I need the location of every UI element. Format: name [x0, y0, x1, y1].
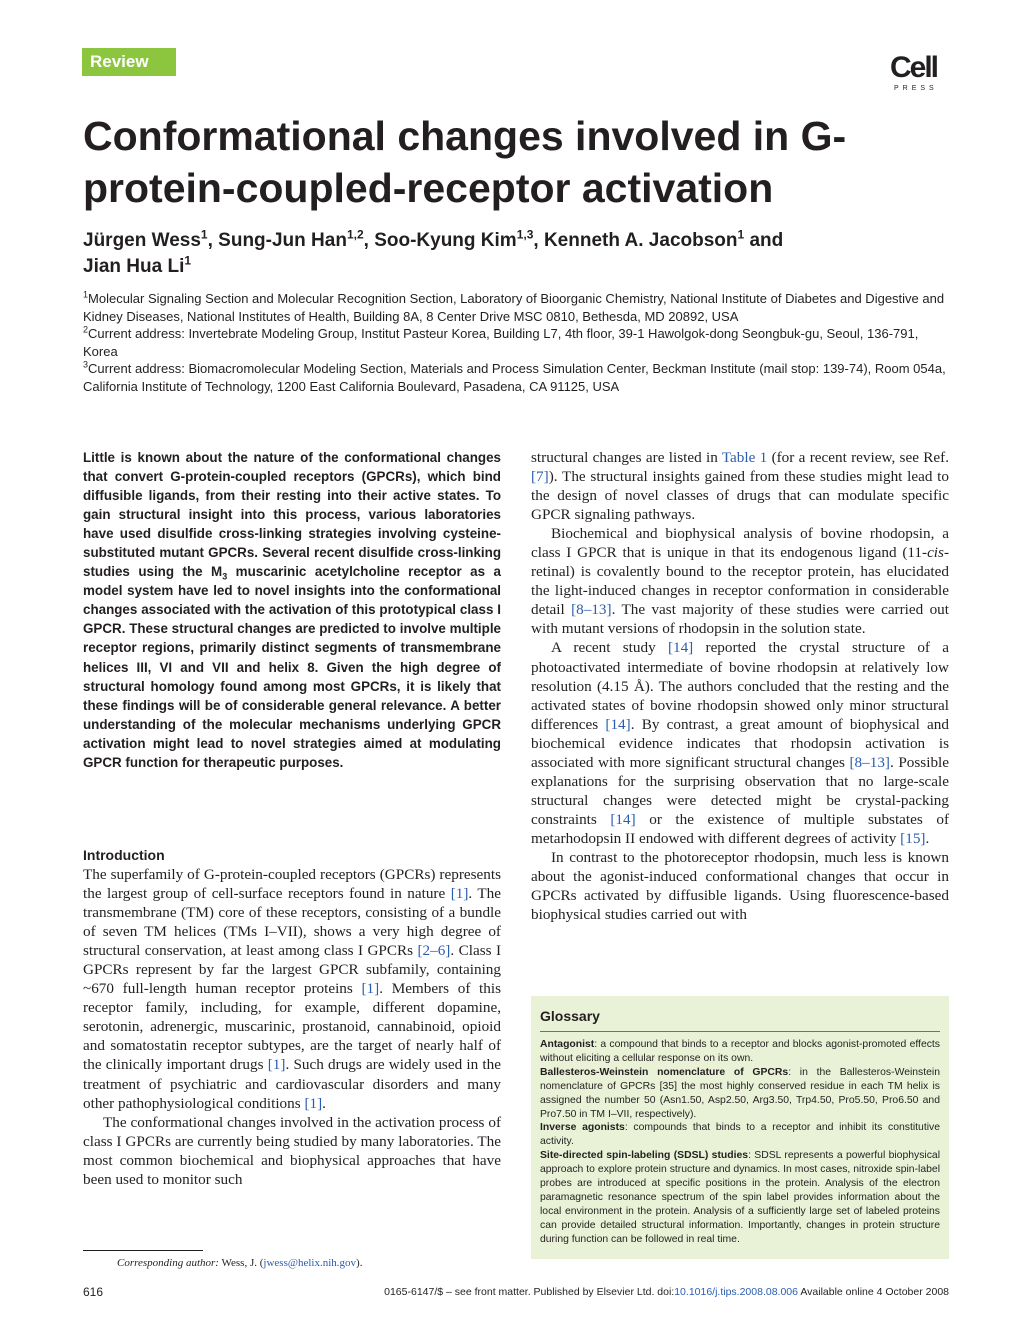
author-affil-sup: 1: [200, 227, 208, 242]
footer-publication-info: [384, 1284, 949, 1300]
glossary-term: Ballesteros-Weinstein nomenclature of GPCRs: [540, 1066, 789, 1078]
text-run: A recent study: [551, 639, 668, 657]
issn-text: 0165-6147/$ – see front matter. Published by Elsevier Ltd. doi:: [384, 1286, 675, 1298]
author-affil-sup: 1: [737, 227, 745, 242]
glossary-definition: : in the Ballesteros-Weinstein nomenclature of GPCRs [35] the most highly conserved residue in each TM helix is assigned the number 50 (Asn1.50, Asp2.50, Arg3.50, Trp4.50, Pro5.50, Pro6.50 and Pro7.50 in TM I–VII, respectively).: [540, 1066, 941, 1120]
right-column-body: [531, 448, 949, 924]
text-run: In contrast to the photoreceptor rhodopsin, much less is known about the agonist-induced conformational changes that occur in GPCRs activated by diffusible ligands. Using fluorescence-based biophysical studies carried out with: [531, 848, 949, 924]
logo-main-text: Cell: [890, 51, 938, 84]
abstract-part-2: muscarinic acetylcholine receptor as a model system have led to novel insights into the conformational changes associated with the activation of this prototypical class I GPCR. These structural changes are predicted to involve multiple receptor regions, primarily distinct segments of transmembrane helices III, VI and VII and helix 8. Given the high degree of structural homology found among most GPCRs, it is likely that these findings will be of considerable general relevance. A better understanding of the molecular mechanisms underlying GPCR activation might lead to novel strategies aimed at modulating GPCR function for therapeutic purposes.: [83, 564, 501, 770]
glossary-item: [540, 1038, 940, 1066]
citation-link[interactable]: [14]: [610, 810, 636, 828]
introduction-heading: Introduction: [83, 847, 165, 863]
glossary-term: Antagonist: [540, 1039, 595, 1050]
author-sep: and: [744, 230, 784, 251]
glossary-title: Glossary: [540, 1008, 600, 1024]
text-run: (for a recent review, see Ref.: [767, 449, 949, 466]
paragraph: [83, 1113, 501, 1189]
text-run: . Such drugs are widely used in the treatment of psychiatric and cardiovascular disorders and many other pathophysiological conditions: [83, 1056, 501, 1112]
citation-link[interactable]: [14]: [667, 639, 694, 657]
glossary-term: Site-directed spin-labeling (SDSL) studies: [540, 1150, 749, 1162]
author-sep: ,: [533, 230, 544, 251]
page-number: 616: [83, 1285, 104, 1299]
text-run: Biochemical and biophysical analysis of bovine rhodopsin, a class I GPCR that is unique in that its endogenous ligand (11-: [531, 525, 949, 562]
author-name: Jürgen Wess: [83, 230, 201, 251]
logo-sub-text: PRESS: [894, 85, 938, 92]
corresponding-end: ).: [356, 1257, 363, 1269]
glossary-item: [540, 1149, 940, 1246]
text-run: .: [322, 1094, 326, 1112]
footnote-divider: [83, 1250, 203, 1251]
paragraph: [531, 638, 949, 848]
glossary-definition: : a compound that binds to a receptor and blocks agonist-promoted effects without eliciting a cellular response on its own.: [540, 1039, 940, 1064]
author-name: Jian Hua Li: [83, 256, 185, 277]
section-tag: Review: [82, 48, 176, 76]
paragraph: [83, 865, 501, 1113]
glossary-divider: [540, 1031, 940, 1032]
corresponding-label: Corresponding author:: [117, 1257, 219, 1269]
glossary-item: [540, 1121, 940, 1149]
text-run: structural changes are listed in: [531, 449, 722, 466]
author-name: Sung-Jun Han: [218, 230, 347, 251]
text-run: or the existence of multiple substates of metarhodopsin II endowed with different degrees of activity: [531, 810, 949, 847]
author-name: Soo-Kyung Kim: [374, 230, 517, 251]
citation-link[interactable]: [1]: [304, 1094, 323, 1112]
affiliation: [83, 290, 951, 325]
citation-link[interactable]: [1]: [361, 980, 380, 998]
doi-link[interactable]: 10.1016/j.tips.2008.08.006: [674, 1286, 798, 1298]
citation-link[interactable]: [8–13]: [849, 753, 890, 771]
cell-press-logo: [890, 52, 952, 96]
citation-link[interactable]: Table 1: [721, 449, 768, 466]
paragraph: [531, 448, 949, 524]
paragraph: [531, 848, 949, 924]
corresponding-name: Wess, J. (: [218, 1257, 264, 1269]
paragraph: [531, 524, 949, 638]
author-name: Kenneth A. Jacobson: [543, 230, 738, 251]
abstract: [83, 448, 501, 772]
text-run: .: [925, 829, 930, 847]
text-run: The conformational changes involved in the activation process of class I GPCRs are currently being studied by many laboratories. The most common biochemical and biophysical approaches that have been used to monitor such: [83, 1113, 501, 1188]
citation-link[interactable]: [15]: [900, 829, 926, 847]
glossary-box: [531, 996, 949, 1259]
citation-link[interactable]: [1]: [267, 1056, 286, 1074]
text-run: -retinal) is covalently bound to the receptor protein, has elucidated the light-induced changes in receptor conformation in considerable detail: [531, 544, 949, 619]
citation-link[interactable]: [2–6]: [417, 942, 451, 960]
introduction-body: [83, 865, 501, 1189]
citation-link[interactable]: [8–13]: [571, 601, 612, 619]
abstract-subscript: 3: [222, 571, 228, 582]
text-run: . The transmembrane (TM) core of these receptors, consisting of a bundle of seven TM helices (TMs I–VII), shows a very high degree of structural conservation, at least among class I GPCRs: [83, 885, 502, 960]
affiliation-text: Current address: Invertebrate Modeling Group, Institut Pasteur Korea, Building L7, 4th floor, 39-1 Hawolgok-dong Seongbuk-gu, Seoul, 136-791, Korea: [83, 326, 919, 359]
text-run: reported the crystal structure of a photoactivated intermediate of bovine rhodopsin at relatively low resolution (4.15 Å). The authors concluded that the resting and the activated states of bovine rhodopsin showed only minor structural differences: [531, 639, 949, 733]
citation-link[interactable]: [1]: [450, 885, 469, 903]
glossary-item: [540, 1066, 940, 1122]
affiliation: [83, 360, 951, 395]
author-affil-sup: 1,3: [516, 227, 534, 242]
glossary-items: [531, 1038, 949, 1247]
corresponding-email-link[interactable]: jwess@helix.nih.gov: [263, 1257, 357, 1269]
available-online-text: Available online 4 October 2008: [798, 1286, 949, 1298]
affiliation-text: Current address: Biomacromolecular Modeling Section, Materials and Process Simulation Center, Beckman Institute (mail stop: 139-74), Room 054a, California Institute of Technology, 1200 East California Boulevard, Pasadena, CA 91125, USA: [83, 361, 946, 394]
italic-text: cis: [927, 544, 944, 562]
glossary-definition: : compounds that binds to a receptor and inhibit its constitutive activity.: [540, 1122, 941, 1148]
glossary-definition: : SDSL represents a powerful biophysical approach to explore protein structure and dynamics. In most cases, nitroxide spin-label probes are introduced at specific positions in the protein. Analysis of the electron paramagnetic resonance spectrum of the spin label provides information about the local environment in the protein. Analysis of a sufficiently large set of labeled proteins can provide detailed structural information. Importantly, changes in protein structure during function can be followed in real time.: [540, 1150, 941, 1245]
text-run: The superfamily of G-protein-coupled receptors (GPCRs) represents the largest group of cell-surface receptors found in nature: [83, 866, 501, 903]
affiliation-num: 1: [83, 289, 89, 300]
abstract-part-1: Little is known about the nature of the conformational changes that convert G-protein-coupled receptors (GPCRs), which bind diffusible ligands, from their resting into their active states. To gain structural insight into this process, various laboratories have used disulfide cross-linking strategies involving cysteine-substituted mutant GPCRs. Several recent disulfide cross-linking studies using the M: [83, 450, 501, 580]
author-sep: ,: [207, 230, 219, 251]
affiliations: [83, 290, 951, 395]
text-run: . Class I GPCRs represent by far the largest GPCR subfamily, containing ~670 full-length human receptor proteins: [83, 942, 501, 998]
affiliation-num: 2: [83, 324, 89, 335]
affiliation-num: 3: [83, 359, 89, 370]
author-sep: ,: [363, 230, 375, 251]
author-list: [83, 228, 963, 280]
corresponding-author-note: [117, 1256, 362, 1270]
citation-link[interactable]: [7]: [531, 468, 549, 486]
author-affil-sup: 1: [184, 253, 192, 268]
text-run: . Possible explanations for the surprising observation that no large-scale structural changes were detected might be crystal-packing constraints: [531, 753, 949, 828]
affiliation-text: Molecular Signaling Section and Molecular Recognition Section, Laboratory of Bioorganic Chemistry, National Institute of Diabetes and Digestive and Kidney Diseases, National Institutes of Health, Building 8A, 8 Center Drive MSC 0810, Bethesda, MD 20892, USA: [83, 291, 945, 324]
text-run: . By contrast, a great amount of biophysical and biochemical evidence indicates that rhodopsin activation is associated with more significant structural changes: [531, 715, 949, 771]
text-run: . The vast majority of these studies were carried out with mutant versions of rhodopsin in the solution state.: [531, 601, 949, 638]
affiliation: [83, 325, 951, 360]
article-title: Conformational changes involved in G-protein-coupled-receptor activation: [83, 113, 847, 211]
citation-link[interactable]: [14]: [605, 715, 631, 733]
text-run: . Members of this receptor family, including, for example, different dopamine, serotonin, adrenergic, muscarinic, prostanoid, cannabinoid, opioid and somatostatin receptor subtypes, are the target of nearly half of the clinically important drugs: [83, 980, 501, 1074]
glossary-term: Inverse agonists: [540, 1122, 625, 1134]
author-affil-sup: 1,2: [346, 227, 364, 242]
text-run: ). The structural insights gained from these studies might lead to the design of novel classes of drugs that can modulate specific GPCR signaling pathways.: [531, 468, 949, 524]
